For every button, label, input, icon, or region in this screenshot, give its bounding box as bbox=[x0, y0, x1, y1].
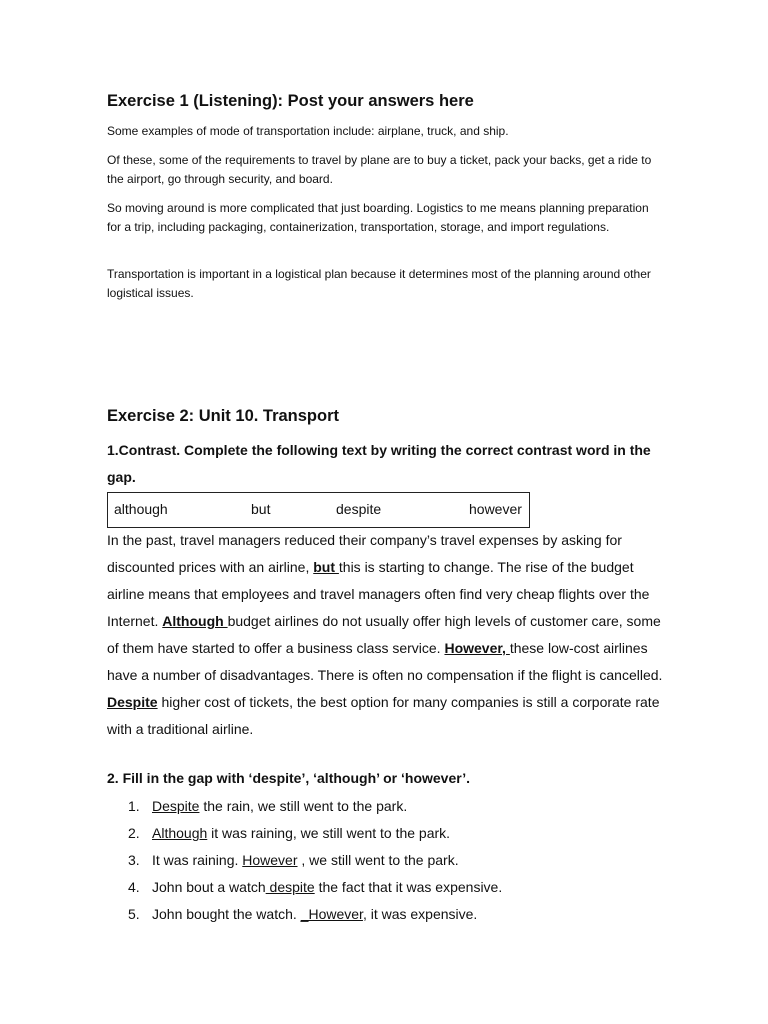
word-box-item-despite: despite bbox=[336, 501, 382, 517]
list-item-answer: _However bbox=[300, 906, 363, 922]
gap-answer-1: but bbox=[313, 559, 339, 575]
list-item-number: 4. bbox=[128, 879, 140, 895]
list-item-number: 1. bbox=[128, 798, 140, 814]
exercise1-paragraph-2: Of these, some of the requirements to travel by plane are to buy a ticket, pack your backs, get a ride to the airport, go through security, and board. bbox=[107, 153, 652, 186]
list-item-number: 3. bbox=[128, 852, 140, 868]
exercise1-heading: Exercise 1 (Listening): Post your answers here bbox=[107, 92, 474, 110]
task1-instruction: 1.Contrast. Complete the following text by writing the correct contrast word in the gap. bbox=[107, 442, 651, 485]
list-item bbox=[107, 903, 667, 930]
list-item-text: John bought the watch. bbox=[152, 906, 301, 922]
exercise2-heading: Exercise 2: Unit 10. Transport bbox=[107, 407, 340, 425]
gap-text-segment: In the past, travel managers reduced their company’s travel expenses by asking for discounted prices with an airline, bbox=[107, 532, 622, 575]
exercise1-paragraph-1: Some examples of mode of transportation include: airplane, truck, and ship. bbox=[107, 124, 509, 138]
gap-text-segment: this is starting to change. The rise of the budget airline means that employees and travel managers often find very cheap flights over the Internet. bbox=[107, 559, 650, 629]
list-item-text: It was raining. bbox=[152, 852, 243, 868]
list-item-answer: Despite bbox=[152, 798, 200, 814]
list-item-text: the rain, we still went to the park. bbox=[199, 798, 408, 814]
list-item-answer: Although bbox=[152, 825, 208, 841]
list-item bbox=[107, 795, 667, 822]
list-item bbox=[107, 849, 667, 876]
gap-answer-2: Although bbox=[162, 613, 228, 629]
gap-text-segment: higher cost of tickets, the best option for many companies is still a corporate rate with a traditional airline. bbox=[107, 694, 660, 737]
list-item-text: , it was expensive. bbox=[362, 906, 478, 922]
word-box-item-but: but bbox=[251, 501, 271, 517]
list-item-text: , we still went to the park. bbox=[297, 852, 459, 868]
list-item-text: the fact that it was expensive. bbox=[314, 879, 503, 895]
list-item-number: 5. bbox=[128, 906, 140, 922]
contrast-word-box bbox=[107, 492, 530, 528]
gap-answer-3: However, bbox=[444, 640, 510, 656]
task2-list bbox=[107, 795, 667, 930]
list-item bbox=[107, 822, 667, 849]
list-item-answer: However bbox=[242, 852, 298, 868]
task2-instruction: 2. Fill in the gap with ‘despite’, ‘although’ or ‘however’. bbox=[107, 770, 471, 786]
list-item-number: 2. bbox=[128, 825, 140, 841]
exercise1-paragraph-4: Transportation is important in a logistical plan because it determines most of the planning around other logistical issues. bbox=[107, 267, 651, 300]
word-box-item-however: however bbox=[469, 501, 522, 517]
word-box-item-although: although bbox=[114, 501, 168, 517]
list-item-text: John bout a watch bbox=[152, 879, 266, 895]
gap-text-segment: budget airlines do not usually offer high levels of customer care, some of them have started to offer a business class service. bbox=[107, 613, 661, 656]
exercise1-paragraph-3: So moving around is more complicated that just boarding. Logistics to me means planning preparation for a trip, including packaging, containerization, transportation, storage, and import regulations. bbox=[107, 201, 649, 234]
task1-gap-text bbox=[107, 527, 667, 743]
list-item-text: it was raining, we still went to the park. bbox=[207, 825, 451, 841]
gap-text-segment: these low-cost airlines have a number of disadvantages. There is often no compensation if the flight is cancelled. bbox=[107, 640, 663, 683]
gap-answer-4: Despite bbox=[107, 694, 158, 710]
list-item-answer: despite bbox=[265, 879, 315, 895]
list-item bbox=[107, 876, 667, 903]
